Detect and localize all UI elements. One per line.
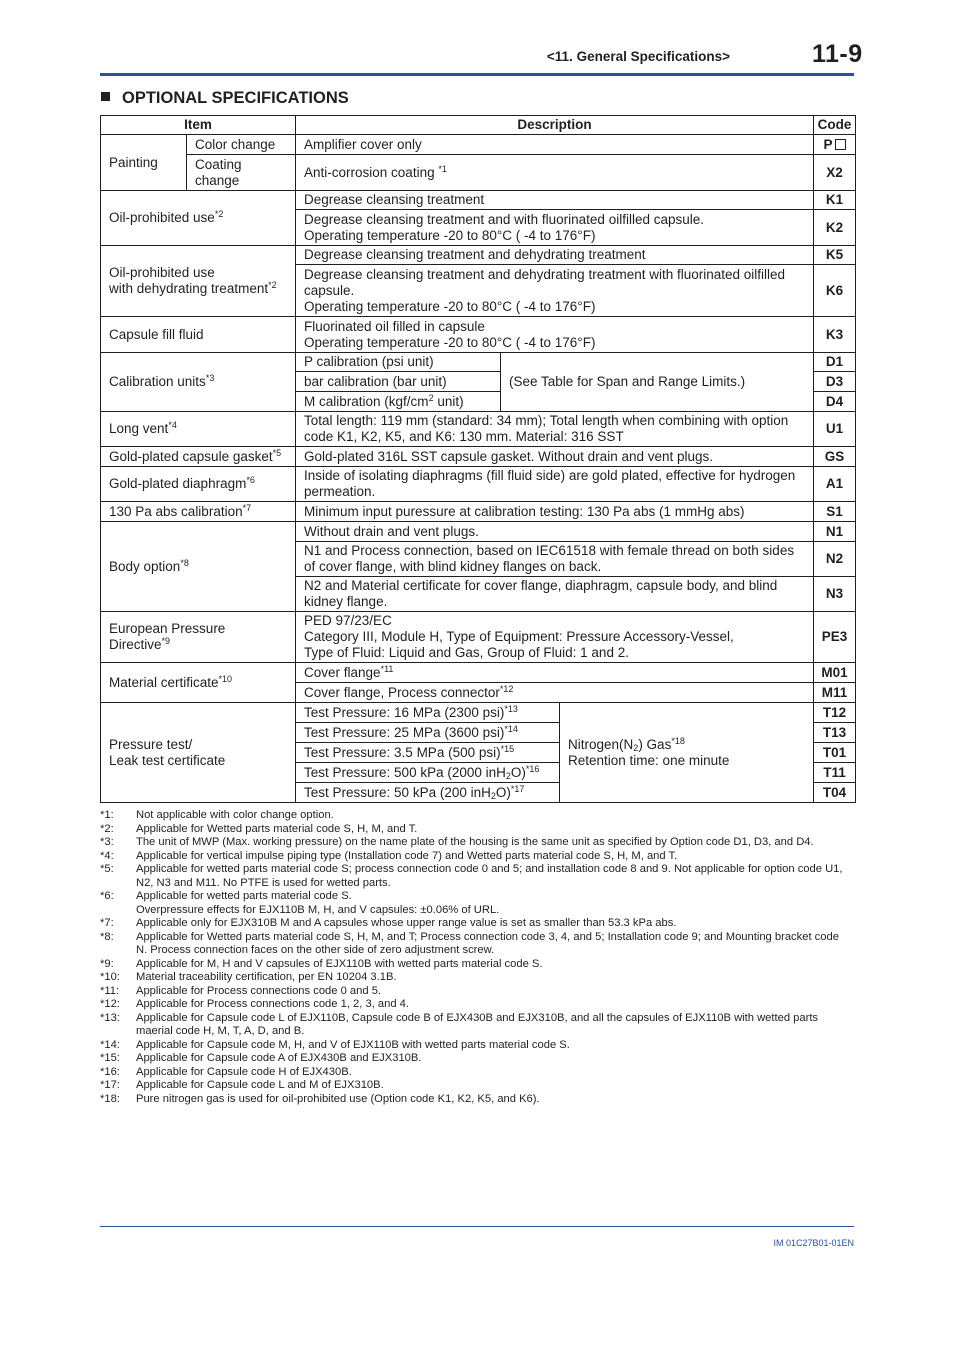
table-row	[101, 663, 856, 683]
chapter-header: <11. General Specifications>	[546, 49, 730, 64]
footnotes	[100, 809, 845, 1106]
table-header-row	[101, 116, 856, 135]
item-oil-prohibited: Oil-prohibited use$^{*2}$	[101, 191, 296, 246]
desc-cell: P calibration (psi unit)	[296, 353, 501, 372]
code-cell: X2	[814, 155, 856, 191]
desc-cell: Degrease cleansing treatment and with fluorinated oilfilled capsule. Operating temperature -20 to 80°C ( -4 to 176°F)	[296, 210, 814, 246]
table-row	[101, 317, 856, 353]
table-row	[101, 522, 856, 542]
desc-cell: Cover flange, Process connector$^{*12}$	[296, 683, 814, 703]
footnote: *15: Applicable for Capsule code A of EJX430B and EJX310B.	[100, 1052, 422, 1064]
code-cell: A1	[814, 467, 856, 502]
desc-cell: Inside of isolating diaphragms (fill fluid side) are gold plated, effective for hydrogen permeation.	[296, 467, 814, 502]
table-row	[101, 155, 856, 191]
item-body-option: Body option$^{*8}$	[101, 522, 296, 612]
table-row	[101, 135, 856, 155]
header-description: Description	[296, 116, 814, 135]
code-cell: M11	[814, 683, 856, 703]
section-title	[101, 89, 349, 108]
table-row	[101, 447, 856, 467]
desc-cell: Test Pressure: 25 MPa (3600 psi)$^{*14}$	[296, 723, 560, 743]
code-cell: D3	[814, 372, 856, 392]
code-cell: D1	[814, 353, 856, 372]
desc-cell: N1 and Process connection, based on IEC61518 with female thread on both sides of cover flange, with blind kidney flanges on back.	[296, 542, 814, 577]
sub-item-coating-change: Coating change	[187, 155, 296, 191]
placeholder-box-icon	[835, 139, 846, 150]
desc-coating-change: Anti-corrosion coating $^{*1}$	[296, 155, 814, 191]
code-cell: T11	[814, 763, 856, 783]
table-row	[101, 703, 856, 723]
header-code: Code	[814, 116, 856, 135]
code-cell: K3	[814, 317, 856, 353]
footnote: *2: Applicable for Wetted parts material code S, H, M, and T.	[100, 822, 418, 835]
desc-cell: Test Pressure: 16 MPa (2300 psi)$^{*13}$	[296, 703, 560, 723]
desc-cell: Total length: 119 mm (standard: 34 mm); Total length when combining with option code K1, K2, K5, and K6: 130 mm. Material: 316 SST	[296, 412, 814, 447]
desc-cell: Test Pressure: 3.5 MPa (500 psi)$^{*15}$	[296, 743, 560, 763]
footnote: *8: Applicable for Wetted parts material code S, H, M, and T; Process connection code 3, 4, and 5; Installation code 9; and Mounting bracket code N. Process connection faces on the other side of zero adjustment screw.	[100, 930, 839, 956]
table-row	[101, 467, 856, 502]
desc-cell: Degrease cleansing treatment and dehydrating treatment with fluorinated oilfilled capsule. Operating temperature -20 to 80°C ( -4 to 176°F)	[296, 265, 814, 317]
footer-rule	[100, 1226, 854, 1227]
code-cell: T04	[814, 783, 856, 803]
footnote: *18: Pure nitrogen gas is used for oil-prohibited use (Option code K1, K2, K5, and K6).	[100, 1092, 540, 1105]
desc-cell: Fluorinated oil filled in capsule Operating temperature -20 to 80°C ( -4 to 176°F)	[296, 317, 814, 353]
table-row	[101, 412, 856, 447]
table-row	[101, 353, 856, 372]
desc-cell: N2 and Material certificate for cover flange, diaphragm, capsule body, and blind kidney flange.	[296, 577, 814, 612]
item-painting: Painting	[101, 135, 187, 191]
document-id: IM 01C27B01-01EN	[773, 1238, 854, 1248]
code-cell: U1	[814, 412, 856, 447]
footnote: *9: Applicable for M, H and V capsules of EJX110B with wetted parts material code S.	[100, 957, 543, 970]
desc-cell: Gold-plated 316L SST capsule gasket. Without drain and vent plugs.	[296, 447, 814, 467]
calibration-note: (See Table for Span and Range Limits.)	[501, 353, 814, 412]
item-pa-calibration: 130 Pa abs calibration$^{*7}$	[101, 502, 296, 522]
desc-cell: bar calibration (bar unit)	[296, 372, 501, 392]
footnote: *13: Applicable for Capsule code L of EJX110B, Capsule code B of EJX430B and EJX310B, and all the capsules of EJX110B with wetted parts maerial code H, M, T, A, D, and B.	[100, 1011, 819, 1037]
item-oil-dehydrating: Oil-prohibited use with dehydrating treatment$^{*2}$	[101, 246, 296, 317]
code-cell: N1	[814, 522, 856, 542]
page-number: 11-9	[812, 40, 863, 68]
header-item: Item	[101, 116, 296, 135]
footnote: *4: Applicable for vertical impulse piping type (Installation code 7) and Wetted parts material code S, H, M, and T.	[100, 849, 678, 862]
desc-cell: Cover flange$^{*11}$	[296, 663, 814, 683]
desc-cell: PED 97/23/EC Category III, Module H, Type of Equipment: Pressure Accessory-Vessel, Type of Fluid: Liquid and Gas, Group of Fluid: 1 and 2.	[296, 612, 814, 663]
code-cell: S1	[814, 502, 856, 522]
desc-cell: Test Pressure: 50 kPa (200 inH$_2$O)$^{*17}$	[296, 783, 560, 803]
table-row	[101, 246, 856, 265]
footnote: *11: Applicable for Process connections code 0 and 5.	[100, 984, 382, 997]
footnote: *12: Applicable for Process connections code 1, 2, 3, and 4.	[100, 998, 410, 1010]
code-cell: T01	[814, 743, 856, 763]
item-capsule-fill: Capsule fill fluid	[101, 317, 296, 353]
item-gold-gasket: Gold-plated capsule gasket$^{*5}$	[101, 447, 296, 467]
code-cell: M01	[814, 663, 856, 683]
footnote: *14: Applicable for Capsule code M, H, and V of EJX110B with wetted parts material code S.	[100, 1038, 570, 1051]
code-cell: K6	[814, 265, 856, 317]
footnote: *16: Applicable for Capsule code H of EJX430B.	[100, 1065, 352, 1078]
footnote: *3: The unit of MWP (Max. working pressure) on the name plate of the housing is the same unit as specified by Option code D1, D3, and D4.	[100, 836, 814, 848]
nitrogen-gas-cell: $Nitrogen(N_2)$ Gas$^{*18}$ Retention time: one minute	[560, 703, 814, 803]
footnote: *10: Material traceability certification, per EN 10204 3.1B.	[100, 971, 397, 983]
desc-cell: Degrease cleansing treatment and dehydrating treatment	[296, 246, 814, 265]
optional-specifications-table	[100, 115, 856, 803]
footnote: *6: Applicable for wetted parts material code S. Overpressure effects for EJX110B M, H, and V capsules: ±0.06% of URL.	[100, 890, 500, 916]
sub-item-color-change: Color change	[187, 135, 296, 155]
code-cell: T13	[814, 723, 856, 743]
code-cell: PE3	[814, 612, 856, 663]
code-cell: K1	[814, 191, 856, 210]
item-calibration: Calibration units$^{*3}$	[101, 353, 296, 412]
desc-cell: Test Pressure: 500 kPa (2000 inH$_2$O)$^{*16}$	[296, 763, 560, 783]
table-row	[101, 502, 856, 522]
table-row	[101, 191, 856, 210]
section-title-text: OPTIONAL SPECIFICATIONS	[122, 89, 349, 107]
item-ped: European Pressure Directive$^{*9}$	[101, 612, 296, 663]
bullet-square-icon	[101, 92, 110, 101]
code-cell: N3	[814, 577, 856, 612]
header-rule	[100, 73, 854, 76]
desc-cell: Without drain and vent plugs.	[296, 522, 814, 542]
item-long-vent: Long vent$^{*4}$	[101, 412, 296, 447]
item-material-cert: Material certificate$^{*10}$	[101, 663, 296, 703]
code-cell: N2	[814, 542, 856, 577]
table-row	[101, 612, 856, 663]
desc-cell: Degrease cleansing treatment	[296, 191, 814, 210]
item-pressure-test: Pressure test/ Leak test certificate	[101, 703, 296, 803]
item-gold-diaphragm: Gold-plated diaphragm$^{*6}$	[101, 467, 296, 502]
desc-cell: M calibration ($kgf/cm^2$ unit)	[296, 392, 501, 412]
footnote: *7: Applicable only for EJX310B M and A capsules whose upper range value is set as smaller than 53.3 kPa abs.	[100, 917, 677, 929]
code-cell: D4	[814, 392, 856, 412]
code-cell: K2	[814, 210, 856, 246]
code-cell: T12	[814, 703, 856, 723]
code-cell: P	[814, 135, 856, 155]
code-cell: GS	[814, 447, 856, 467]
footnote: *5: Applicable for wetted parts material code S; process connection code 0 and 5; and installation code 8 and 9. Not applicable for option code U1, N2, N3 and M11. No PTFE is used for wetted parts.	[100, 863, 843, 889]
desc-color-change: Amplifier cover only	[296, 135, 814, 155]
footnote: *1: Not applicable with color change option.	[100, 809, 334, 821]
desc-cell: Minimum input puressure at calibration testing: 130 Pa abs (1 mmHg abs)	[296, 502, 814, 522]
footnote: *17: Applicable for Capsule code L and M of EJX310B.	[100, 1079, 384, 1091]
code-cell: K5	[814, 246, 856, 265]
